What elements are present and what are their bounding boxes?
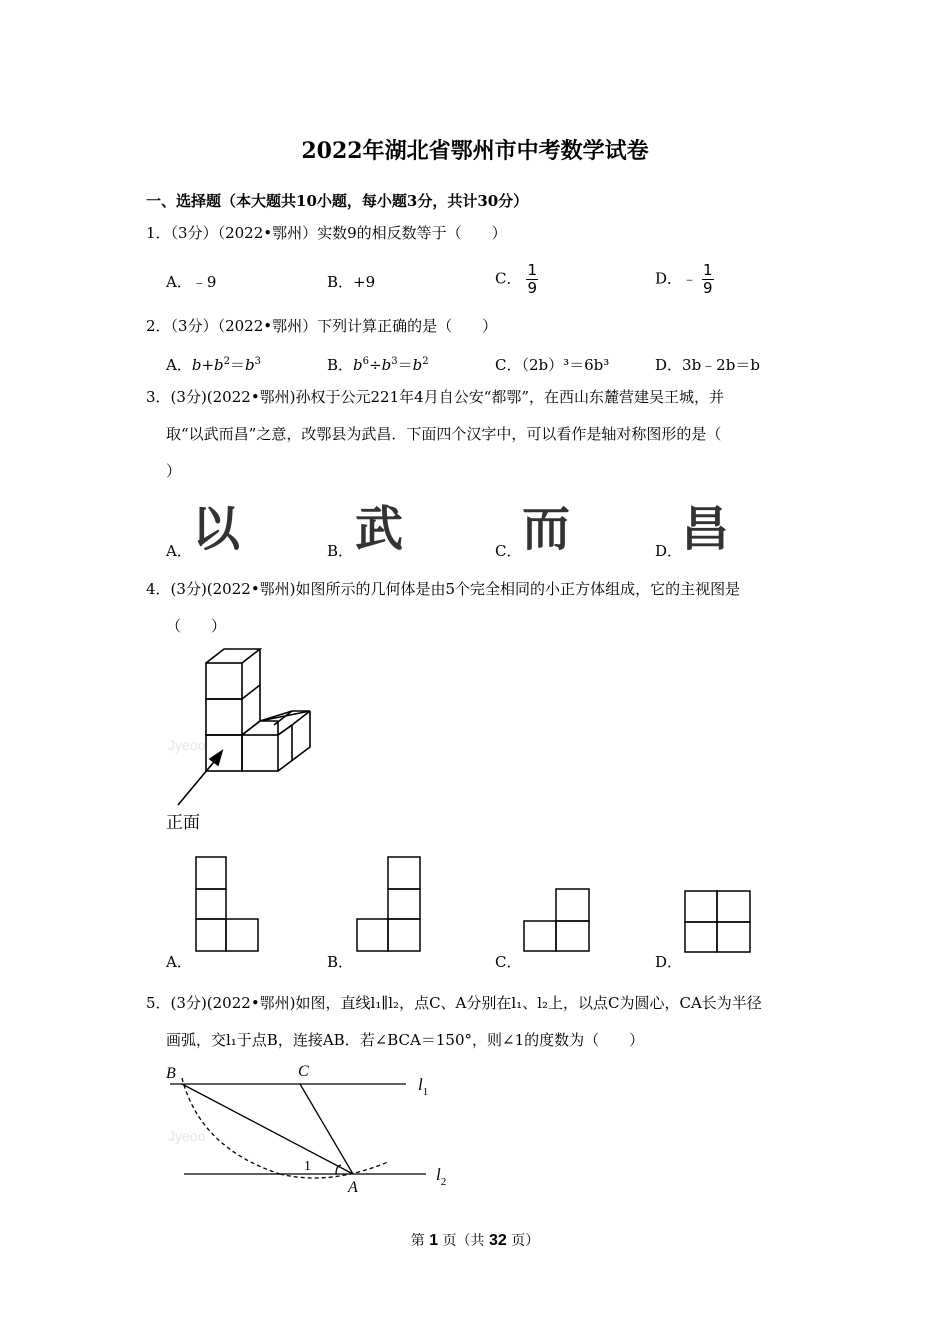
watermark: Jyeoo — [168, 737, 206, 753]
q5-line-1: 5．(3分)(2022•鄂州)如图，直线l₁∥l₂，点C、A分别在l₁、l₂上，以点C为圆心，CA长为半径 — [146, 994, 762, 1012]
q3-option-d-char: 昌 — [681, 501, 730, 557]
q3-option-a-char: 以 — [192, 501, 241, 557]
front-label: 正面 — [166, 813, 200, 833]
q3-option-c-char: 而 — [522, 501, 571, 557]
q4-option-d-figure — [681, 887, 756, 957]
q2-option-d-text: 3b﹣2b＝b — [682, 356, 760, 374]
q4-line-2: （ ） — [166, 617, 227, 635]
fraction-numerator: 1 — [703, 261, 713, 279]
point-b-label: B — [166, 1065, 176, 1082]
line-l2-label — [436, 1165, 446, 1188]
watermark: Jyeoo — [168, 1128, 206, 1144]
q1-option-d — [655, 262, 714, 297]
angle-mark — [336, 1165, 341, 1174]
q3-option-d-label: D． — [655, 542, 683, 560]
q1-option-d-label: D．﹣ — [655, 269, 698, 288]
q2-option-b-label: B． — [327, 356, 354, 374]
footer-middle: 页（共 — [442, 1233, 485, 1249]
line-l1-label — [418, 1075, 428, 1098]
fraction-denominator: 9 — [703, 279, 713, 297]
q3-option-b-char: 武 — [355, 501, 404, 557]
l2-letter: l — [436, 1165, 441, 1184]
q1-option-a: A．﹣9 — [166, 273, 217, 291]
q5-line-2: 画弧，交l₁于点B，连接AB．若∠BCA＝150°，则∠1的度数为（ ） — [166, 1031, 645, 1049]
l1-letter: l — [418, 1075, 423, 1094]
total-pages: 32 — [489, 1232, 507, 1249]
q4-option-c-label: C． — [495, 953, 522, 971]
q3-option-c-label: C． — [495, 542, 522, 560]
l2-subscript: 2 — [440, 1176, 447, 1188]
q2-option-d-label: D． — [655, 356, 683, 374]
footer-prefix: 第 — [410, 1233, 425, 1249]
q2-option-c — [495, 354, 609, 375]
q4-cube-figure — [160, 645, 330, 815]
q3-option-a-label: A． — [166, 542, 192, 560]
q4-option-b-figure — [352, 855, 427, 955]
q1-stem: 1．（3分）（2022•鄂州）实数9的相反数等于（ ） — [146, 224, 507, 242]
page-title: 2022年湖北省鄂州市中考数学试卷 — [301, 138, 649, 164]
q4-option-a-label: A． — [166, 953, 192, 971]
q1-option-d-fraction — [702, 262, 714, 297]
q1-option-c-label: C． — [495, 269, 522, 288]
fraction-denominator: 9 — [527, 279, 538, 297]
q2-option-b: B．$b^6\div b^3=b^2$ — [327, 356, 429, 374]
page-footer — [0, 1230, 950, 1250]
q3-line-3: ） — [166, 462, 182, 480]
q3-line-2: 取“以武而昌”之意，改鄂县为武昌．下面四个汉字中，可以看作是轴对称图形的是（ — [166, 425, 722, 443]
front-arrow — [178, 751, 222, 805]
point-c-label: C — [298, 1063, 309, 1080]
point-a-label: A — [348, 1179, 358, 1196]
page-number: 1 — [429, 1232, 439, 1249]
q2-option-d — [655, 354, 760, 375]
angle-1-label: 1 — [304, 1159, 311, 1174]
q2-stem: 2．（3分）（2022•鄂州）下列计算正确的是（ ） — [146, 317, 498, 335]
q1-option-c-fraction — [526, 262, 538, 297]
q2-option-a-label: A． — [166, 356, 192, 374]
q3-option-b-label: B． — [327, 542, 354, 560]
q2-option-a: A．$b+b^2=b^3$ — [166, 356, 262, 374]
q4-line-1: 4．(3分)(2022•鄂州)如图所示的几何体是由5个完全相同的小正方体组成，它的主视图是 — [146, 580, 741, 598]
q4-option-a-figure — [190, 855, 265, 955]
footer-suffix: 页） — [511, 1233, 540, 1249]
q1-option-c — [495, 262, 538, 297]
q4-option-b-label: B． — [327, 953, 354, 971]
q4-option-d-label: D． — [655, 953, 683, 971]
section-heading: 一、选择题（本大题共10小题，每小题3分，共计30分） — [146, 192, 529, 210]
q1-option-b: B．+9 — [327, 273, 376, 291]
q2-option-c-text: （2b）³＝6b³ — [521, 356, 610, 374]
fraction-numerator: 1 — [527, 261, 538, 279]
q2-option-c-label: C． — [495, 356, 522, 374]
q4-option-c-figure — [520, 885, 595, 955]
q3-line-1: 3．(3分)(2022•鄂州)孙权于公元221年4月自公安“都鄂”，在西山东麓营建吴王城，并 — [146, 388, 725, 406]
l1-subscript: 1 — [422, 1086, 429, 1098]
